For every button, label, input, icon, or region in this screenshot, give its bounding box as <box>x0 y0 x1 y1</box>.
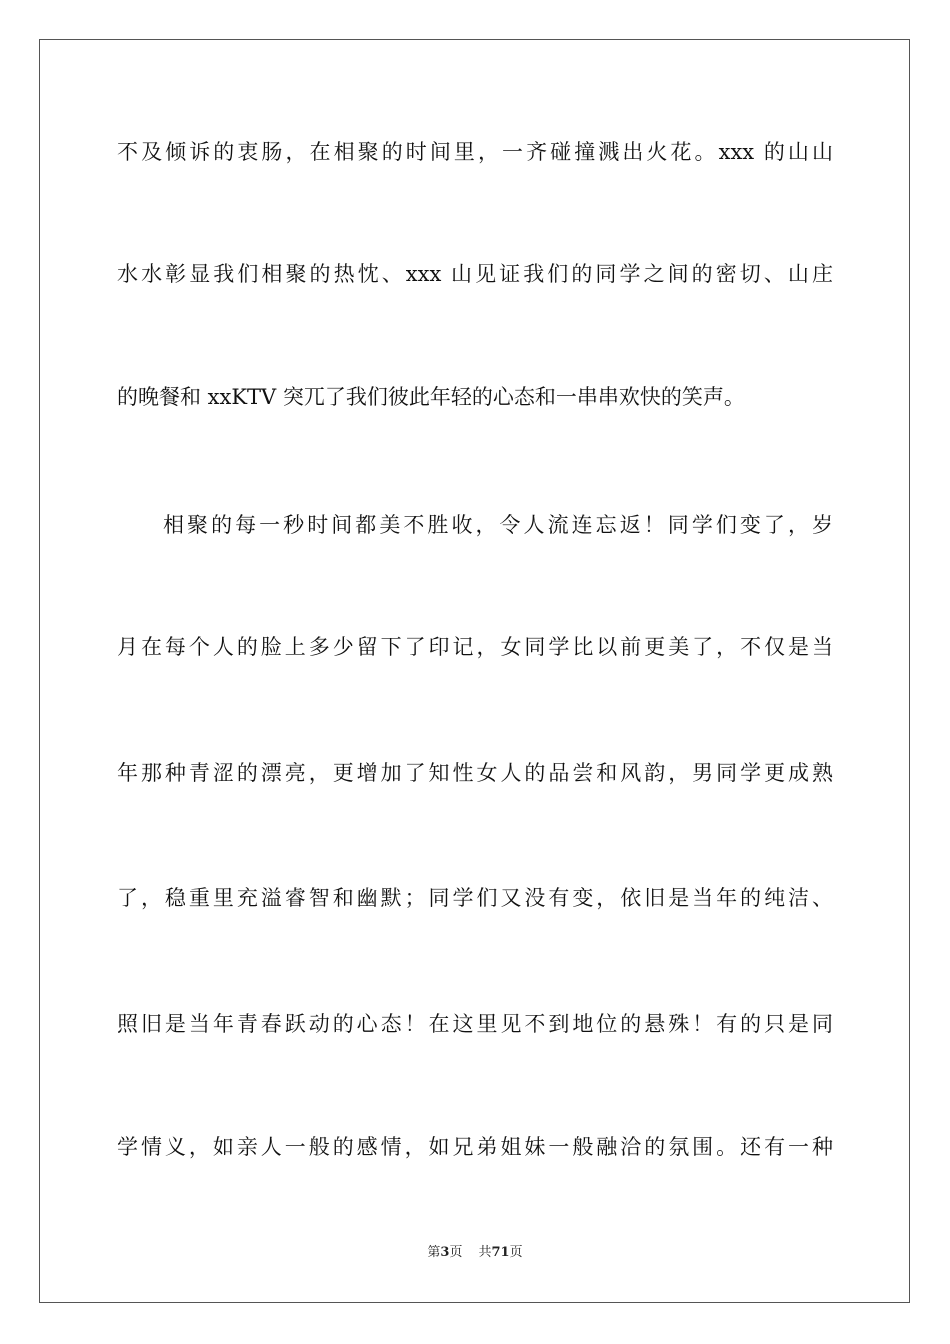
page-footer <box>0 1244 950 1262</box>
text-line-7: 了，稳重里充溢睿智和幽默；同学们又没有变，依旧是当年的纯洁、 <box>117 886 833 910</box>
total-suffix: 页 <box>509 1245 523 1260</box>
text-line-5: 月在每个人的脸上多少留下了印记，女同学比以前更美了，不仅是当 <box>117 635 833 659</box>
total-pages-label <box>478 1245 522 1260</box>
text-line-1: 不及倾诉的衷肠，在相聚的时间里，一齐碰撞溅出火花。xxx 的山山 <box>117 140 833 164</box>
page-border <box>39 39 910 1303</box>
text-line-8: 照旧是当年青春跃动的心态！在这里见不到地位的悬殊！有的只是同 <box>117 1012 833 1036</box>
text-line-6: 年那种青涩的漂亮，更增加了知性女人的品尝和风韵，男同学更成熟 <box>117 761 833 785</box>
page-number-label <box>427 1245 462 1260</box>
text-line-9: 学情义，如亲人一般的感情，如兄弟姐妹一般融洽的氛围。还有一种 <box>117 1135 833 1159</box>
page-suffix: 页 <box>449 1245 463 1260</box>
total-prefix: 共 <box>478 1245 492 1260</box>
text-line-2: 水水彰显我们相聚的热忱、xxx 山见证我们的同学之间的密切、山庄 <box>117 262 833 286</box>
page-prefix: 第 <box>427 1245 441 1260</box>
current-page-number: 3 <box>440 1245 450 1260</box>
total-page-count: 71 <box>491 1245 510 1260</box>
text-line-3: 的晚餐和 xxKTV 突兀了我们彼此年轻的心态和一串串欢快的笑声。 <box>117 385 745 409</box>
paragraph-start-line: 相聚的每一秒时间都美不胜收，令人流连忘返！同学们变了，岁 <box>163 513 833 537</box>
